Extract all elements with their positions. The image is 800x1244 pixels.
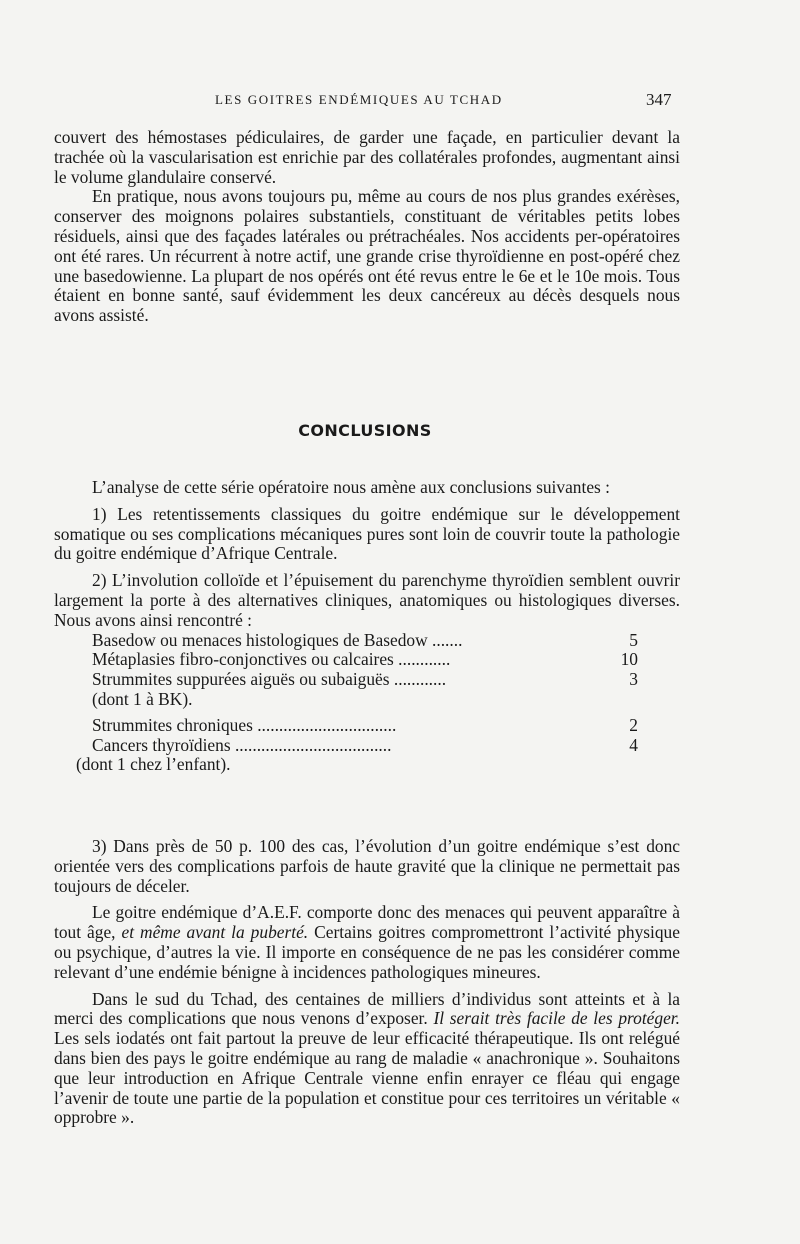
paragraph-tchad: Dans le sud du Tchad, des centaines de milliers d’individus sont atteints et à la merci des complications que nous venons d’exposer. Il serait très facile de les protéger. Les sels iodatés ont fait partout la preuve de leur efficacité thérapeutique. Ils ont relégué dans bien des pays le goitre endémique au rang de maladie « anachronique ». Souhaitons que leur introduction en Afrique Centrale vienne enfin enrayer ce fléau qui engage l’avenir de toute une partie de la population et constitue pour ces territoires un véritable « opprobre ». bbox=[54, 988, 680, 1128]
conclusion-point-3: 3) Dans près de 50 p. 100 des cas, l’évolution d’un goitre endémique s’est donc orientée vers des complications parfois de haute gravité que la clinique ne permettait pas toujours de déceler. bbox=[54, 836, 680, 896]
paragraph-aef: Le goitre endémique d’A.E.F. comporte donc des menaces qui peuvent apparaître à tout âge, et même avant la puberté. Certains goitres compromettront l’activité physique ou psychique, d’autres la vie. Il importe en conséquence de ne pas les considérer comme relevant d’une endémie bénigne à incidences pathologiques mineures. bbox=[54, 902, 680, 982]
list-item-count: 10 bbox=[620, 649, 638, 670]
list-item-count: 5 bbox=[629, 629, 638, 650]
list-item-count: 2 bbox=[629, 714, 638, 735]
emphasis-text: et même avant la puberté. bbox=[121, 922, 309, 943]
list-item: Strummites chroniques ................................ 2 bbox=[92, 714, 638, 735]
list-item-note: (dont 1 à BK). bbox=[92, 688, 193, 709]
paragraph-continuation: couvert des hémostases pédiculaires, de garder une façade, en particulier devant la trachée où la vascularisation est enrichie par des collatérales profondes, augmentant ainsi le volume glandulaire conservé. bbox=[54, 127, 680, 187]
list-item: Basedow ou menaces histologiques de Basedow ....... 5 bbox=[92, 629, 638, 650]
page-header bbox=[0, 90, 800, 114]
intro-section bbox=[54, 128, 680, 326]
list-item: Cancers thyroïdiens .................................... 4 bbox=[92, 734, 638, 755]
list-item: Strummites suppurées aiguës ou subaiguës ............ 3 bbox=[92, 669, 638, 690]
list-item-count: 3 bbox=[629, 669, 638, 690]
conclusions-lead: L’analyse de cette série opératoire nous amène aux conclusions suivantes : bbox=[92, 477, 610, 497]
conclusion-point-2: 2) L’involution colloïde et l’épuisement du parenchyme thyroïdien semblent ouvrir largement la porte à des alternatives cliniques, anatomiques ou histologiques diverses. Nous avons ainsi rencontré : bbox=[54, 570, 680, 630]
list-item-count: 4 bbox=[629, 734, 638, 755]
running-title: LES GOITRES ENDÉMIQUES AU TCHAD bbox=[215, 92, 503, 107]
list-item-note: (dont 1 chez l’enfant). bbox=[76, 754, 231, 775]
findings-list bbox=[54, 631, 680, 776]
list-item: Métaplasies fibro-conjonctives ou calcaires ............ 10 bbox=[92, 649, 638, 670]
section-heading: CONCLUSIONS bbox=[298, 421, 432, 440]
paragraph-practice: En pratique, nous avons toujours pu, même au cours de nos plus grandes exérèses, conserver des moignons polaires substantiels, constituant de véritables petits lobes résiduels, ainsi que des façades latérales ou prétrachéales. Nos accidents per-opératoires ont été rares. Un récurrent à notre actif, une grande crise thyroïdienne en post-opéré chez une basedowienne. La plupart de nos opérés ont été revus entre le 6e et le 10e mois. Tous étaient en bonne santé, sauf évidemment les deux cancéreux au décès desquels nous avons assisté. bbox=[54, 186, 680, 326]
conclusions-section bbox=[54, 478, 680, 775]
closing-section bbox=[54, 837, 680, 1128]
page-number: 347 bbox=[646, 90, 672, 109]
emphasis-text: Il serait très facile de les protéger. bbox=[433, 1008, 680, 1029]
conclusion-point-1: 1) Les retentissements classiques du goitre endémique sur le développement somatique ou ses complications mécaniques pures sont loin de couvrir toute la pathologie du goitre endémique d’Afrique Centrale. bbox=[54, 503, 680, 564]
